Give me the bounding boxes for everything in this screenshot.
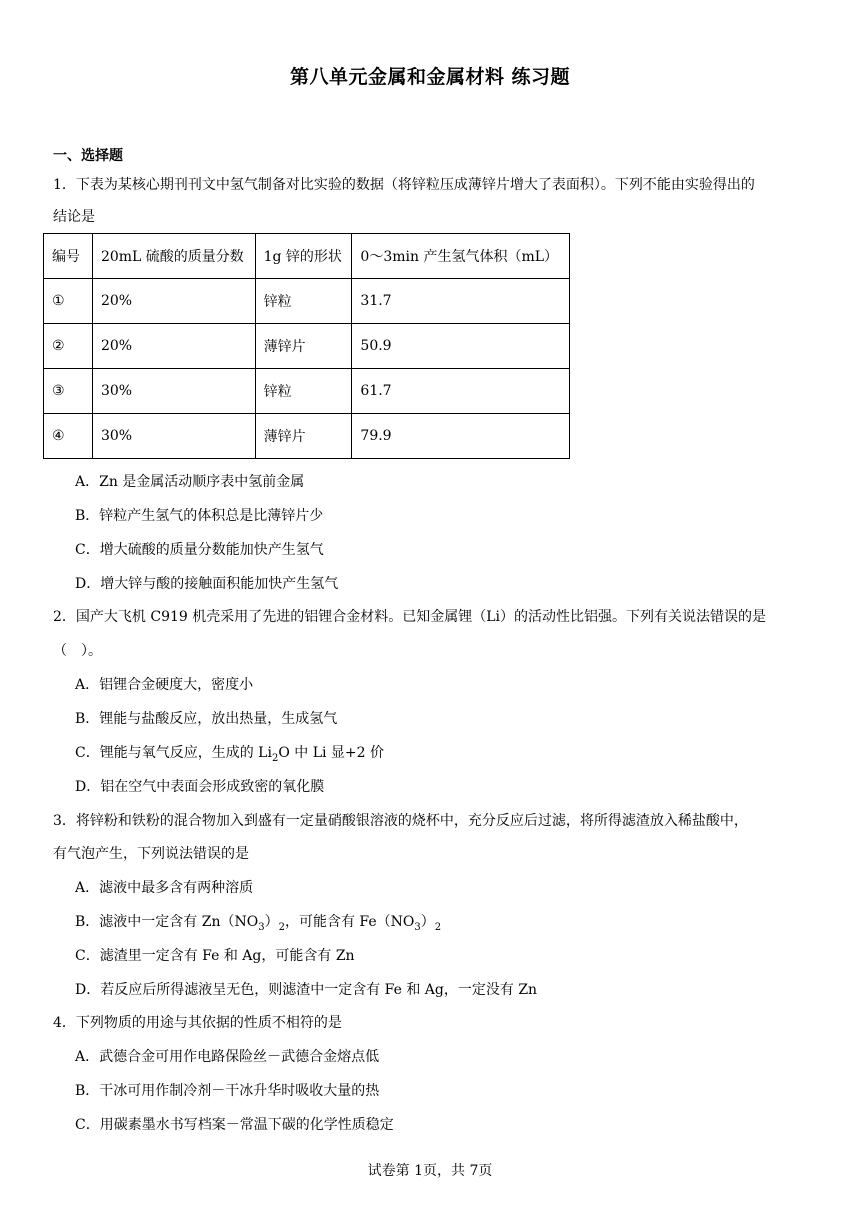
table-header-cell: 20mL 硫酸的质量分数 bbox=[92, 234, 255, 279]
table-cell: 20% bbox=[92, 279, 255, 324]
q4-option-c: C．用碳素墨水书写档案－常温下碳的化学性质稳定 bbox=[75, 1117, 394, 1133]
q1-option-c: C．增大硫酸的质量分数能加快产生氢气 bbox=[75, 542, 324, 558]
table-cell: 61.7 bbox=[352, 369, 570, 414]
q3-option-b-text-mid: ，可能含有 Fe（NO bbox=[284, 914, 415, 930]
q1-option-b: B．锌粒产生氢气的体积总是比薄锌片少 bbox=[75, 508, 324, 524]
page-footer: 试卷第 1页，共 7页 bbox=[367, 1163, 493, 1179]
q1-option-d: D．增大锌与酸的接触面积能加快产生氢气 bbox=[75, 576, 339, 592]
table-header-cell: 0～3min 产生氢气体积（mL） bbox=[352, 234, 570, 279]
table-cell: 薄锌片 bbox=[255, 414, 352, 459]
q2-option-b: B．锂能与盐酸反应，放出热量，生成氢气 bbox=[75, 711, 338, 727]
q4-option-a: A．武德合金可用作电路保险丝－武德合金熔点低 bbox=[75, 1049, 380, 1065]
q2-option-c-text: C．锂能与氧气反应，生成的 Li bbox=[75, 745, 272, 761]
q1-option-a: A．Zn 是金属活动顺序表中氢前金属 bbox=[75, 474, 305, 490]
table-cell: 20% bbox=[92, 324, 255, 369]
question-1-text-cont: 结论是 bbox=[53, 209, 95, 225]
table-cell: ④ bbox=[44, 414, 93, 459]
q3-option-c: C．滤渣里一定含有 Fe 和 Ag，可能含有 Zn bbox=[75, 948, 355, 964]
table-cell: 锌粒 bbox=[255, 279, 352, 324]
question-4-text: 4．下列物质的用途与其依据的性质不相符的是 bbox=[53, 1015, 342, 1031]
table-cell: 50.9 bbox=[352, 324, 570, 369]
subscript: 3 bbox=[414, 921, 421, 933]
table-cell: ② bbox=[44, 324, 93, 369]
table-row bbox=[44, 369, 570, 414]
table-row bbox=[44, 279, 570, 324]
section-heading: 一、选择题 bbox=[53, 148, 123, 164]
table-header-cell: 编号 bbox=[44, 234, 93, 279]
q2-option-c-text-end: O 中 Li 显+2 价 bbox=[278, 745, 385, 761]
table-cell: ① bbox=[44, 279, 93, 324]
subscript: 2 bbox=[271, 752, 279, 764]
q3-option-b-text: B．滤液中一定含有 Zn（NO bbox=[75, 914, 259, 930]
paren: ） bbox=[264, 914, 279, 930]
question-3-text-cont: 有气泡产生，下列说法错误的是 bbox=[53, 846, 249, 862]
table-cell: 锌粒 bbox=[255, 369, 352, 414]
table-cell: ③ bbox=[44, 369, 93, 414]
subscript: 2 bbox=[434, 921, 442, 933]
q3-option-d: D．若反应后所得滤液呈无色，则滤渣中一定含有 Fe 和 Ag，一定没有 Zn bbox=[75, 982, 538, 998]
page-title: 第八单元金属和金属材料 练习题 bbox=[289, 66, 571, 88]
table-cell: 30% bbox=[92, 369, 255, 414]
q2-option-d: D．铝在空气中表面会形成致密的氧化膜 bbox=[75, 779, 325, 795]
q3-option-b bbox=[75, 911, 441, 933]
experiment-data-table bbox=[43, 233, 570, 459]
paren: ） bbox=[420, 914, 435, 930]
table-header-row bbox=[44, 234, 570, 279]
subscript: 3 bbox=[258, 921, 265, 933]
q4-option-b: B．干冰可用作制冷剂－干冰升华时吸收大量的热 bbox=[75, 1083, 380, 1099]
table-row bbox=[44, 414, 570, 459]
q3-option-a: A．滤液中最多含有两种溶质 bbox=[75, 880, 254, 896]
q2-option-a: A．铝锂合金硬度大，密度小 bbox=[75, 677, 254, 693]
question-2-text: 2．国产大飞机 C919 机壳采用了先进的铝锂合金材料。已知金属锂（Li）的活动性比铝强。下列有关说法错误的是 bbox=[53, 609, 767, 625]
table-row bbox=[44, 324, 570, 369]
table-header-cell: 1g 锌的形状 bbox=[255, 234, 352, 279]
table-cell: 薄锌片 bbox=[255, 324, 352, 369]
table-cell: 79.9 bbox=[352, 414, 570, 459]
table-cell: 31.7 bbox=[352, 279, 570, 324]
q2-option-c bbox=[75, 742, 384, 764]
table-cell: 30% bbox=[92, 414, 255, 459]
subscript: 2 bbox=[278, 921, 285, 933]
question-2-text-cont: （ ）。 bbox=[53, 643, 102, 659]
question-3-text: 3．将锌粉和铁粉的混合物加入到盛有一定量硝酸银溶液的烧杯中，充分反应后过滤，将所得滤渣放入稀盐酸中， bbox=[53, 813, 748, 829]
question-1-text: 1．下表为某核心期刊刊文中氢气制备对比实验的数据（将锌粒压成薄锌片增大了表面积）。下列不能由实验得出的 bbox=[53, 177, 755, 193]
